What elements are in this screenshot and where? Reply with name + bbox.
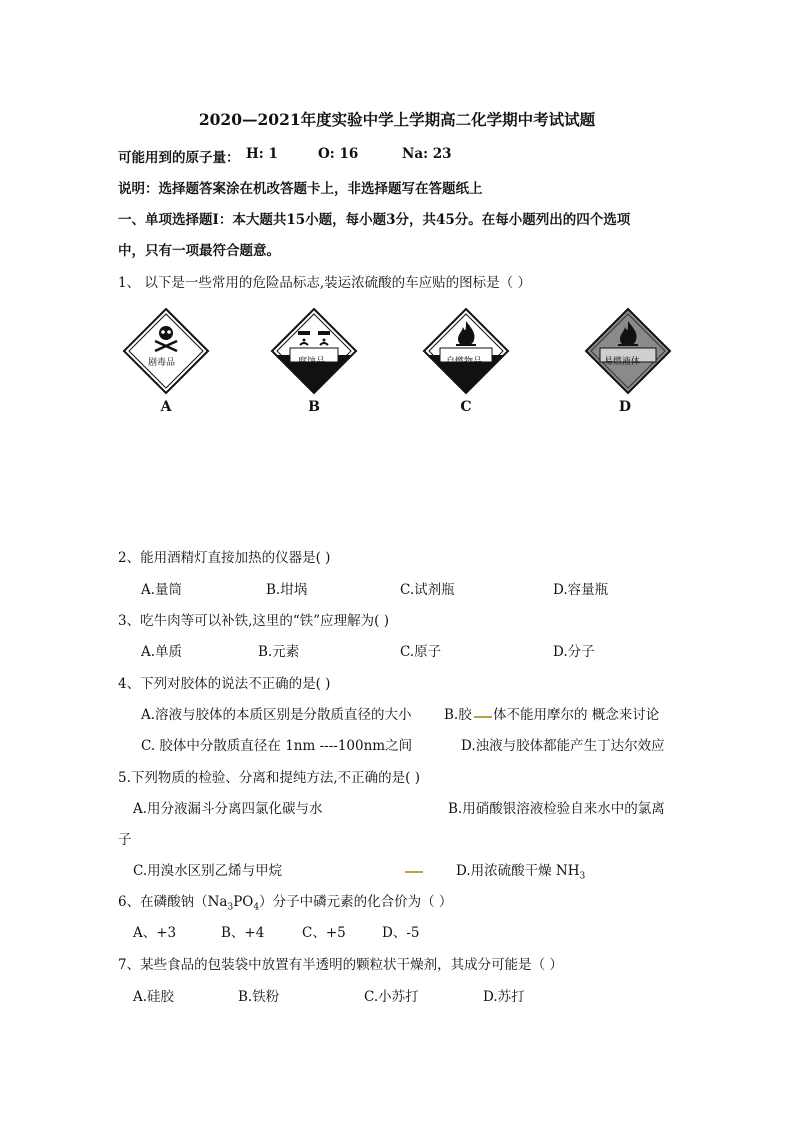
q5-option-d xyxy=(456,859,585,882)
q3-option-d: D.分子 xyxy=(553,644,595,660)
q7-option-d: D.苏打 xyxy=(483,989,525,1005)
q7-option-a: A.硅胶 xyxy=(133,989,175,1005)
q2-option-b: B.坩埚 xyxy=(266,582,308,598)
section1-heading-line1: 一、单项选择题Ⅰ：本大题共15小题，每小题3分，共45分。在每小题列出的四个选项 xyxy=(118,212,631,228)
q4-option-d: D.浊液与胶体都能产生丁达尔效应 xyxy=(461,738,665,754)
q2-option-c: C.试剂瓶 xyxy=(400,582,455,598)
question-3-text: 3、吃牛肉等可以补铁,这里的“铁”应理解为( ) xyxy=(118,613,390,629)
q5-option-c: C.用溴水区别乙烯与甲烷 xyxy=(133,863,283,879)
hazard-label-toxic: 剧毒品 xyxy=(148,358,176,368)
q5-option-a: A.用分液漏斗分离四氯化碳与水 xyxy=(133,801,323,817)
atomic-mass-label: 可能用到的原子量： xyxy=(118,150,240,166)
q2-option-a: A.量筒 xyxy=(141,582,183,598)
question-5-text: 5.下列物质的检验、分离和提纯方法,不正确的是( ) xyxy=(118,770,420,786)
q4-option-b-part2: 体不能用摩尔的 概念来讨论 xyxy=(493,707,660,723)
question-2-text: 2、能用酒精灯直接加热的仪器是( ) xyxy=(118,550,331,566)
q6-option-a: A、+3 xyxy=(133,925,177,941)
instructions-note: 说明：选择题答案涂在机改答题卡上，非选择题写在答题纸上 xyxy=(118,181,483,197)
hazard-sign-toxic xyxy=(122,307,210,395)
q5-option-b-line1: B.用硝酸银溶液检验自来水中的氯离 xyxy=(448,801,665,817)
option-letter-a: A xyxy=(160,399,172,415)
highlight-mark xyxy=(405,871,423,873)
question-6-text xyxy=(118,890,452,913)
option-letter-b: B xyxy=(308,399,320,415)
option-letter-c: C xyxy=(460,399,472,415)
q5-option-d-text: D.用浓硫酸干燥 NH xyxy=(456,863,580,879)
question-1-text: 1、 以下是一些常用的危险品标志,装运浓硫酸的车应贴的图标是（ ） xyxy=(118,275,531,291)
q4-option-b-part1: B.胶 xyxy=(444,707,472,723)
atomic-mass-na: Na: 23 xyxy=(402,146,452,162)
hazard-label-spontaneous: 自燃物品 xyxy=(446,357,483,367)
q3-option-b: B.元素 xyxy=(258,644,300,660)
option-letter-d: D xyxy=(618,399,632,415)
q6-option-d: D、-5 xyxy=(382,925,420,941)
q6-option-c: C、+5 xyxy=(302,925,346,941)
atomic-mass-h: H: 1 xyxy=(246,146,278,162)
hazard-label-corrosive: 腐蚀品 xyxy=(298,357,326,367)
q7-option-c: C.小苏打 xyxy=(364,989,419,1005)
hazard-sign-flammable-liquid xyxy=(584,307,672,395)
q6-subscript-2: 4 xyxy=(253,902,260,913)
q7-option-b: B.铁粉 xyxy=(238,989,280,1005)
q5-option-b-line2: 子 xyxy=(118,832,132,848)
section1-heading-line2: 中，只有一项最符合题意。 xyxy=(118,243,280,259)
q6-text-mid: PO xyxy=(233,894,254,910)
hazard-sign-corrosive xyxy=(270,307,358,395)
hazard-label-flammable: 易燃液体 xyxy=(604,357,641,367)
q2-option-d: D.容量瓶 xyxy=(553,582,609,598)
q4-option-c: C. 胶体中分散质直径在 1nm ----100nm之间 xyxy=(141,738,413,754)
q5-option-d-subscript: 3 xyxy=(579,871,586,882)
q3-option-c: C.原子 xyxy=(400,644,442,660)
hazard-sign-spontaneous-combustion xyxy=(422,307,510,395)
atomic-mass-o: O: 16 xyxy=(318,146,359,162)
question-4-text: 4、下列对胶体的说法不正确的是( ) xyxy=(118,676,331,692)
q6-subscript-1: 3 xyxy=(227,902,234,913)
q4-option-a: A.溶液与胶体的本质区别是分散质直径的大小 xyxy=(141,707,412,723)
question-7-text: 7、某些食品的包装袋中放置有半透明的颗粒状干燥剂，其成分可能是（ ） xyxy=(118,957,563,973)
q3-option-a: A.单质 xyxy=(141,644,183,660)
atomic-mass-line xyxy=(118,146,240,166)
q6-text-pre: 6、在磷酸钠（Na xyxy=(118,894,228,910)
highlight-mark xyxy=(474,716,492,718)
q6-text-post: ）分子中磷元素的化合价为（ ） xyxy=(259,894,453,910)
q6-option-b: B、+4 xyxy=(221,925,265,941)
page-title: 2020—2021年度实验中学上学期高二化学期中考试试题 xyxy=(198,110,596,129)
